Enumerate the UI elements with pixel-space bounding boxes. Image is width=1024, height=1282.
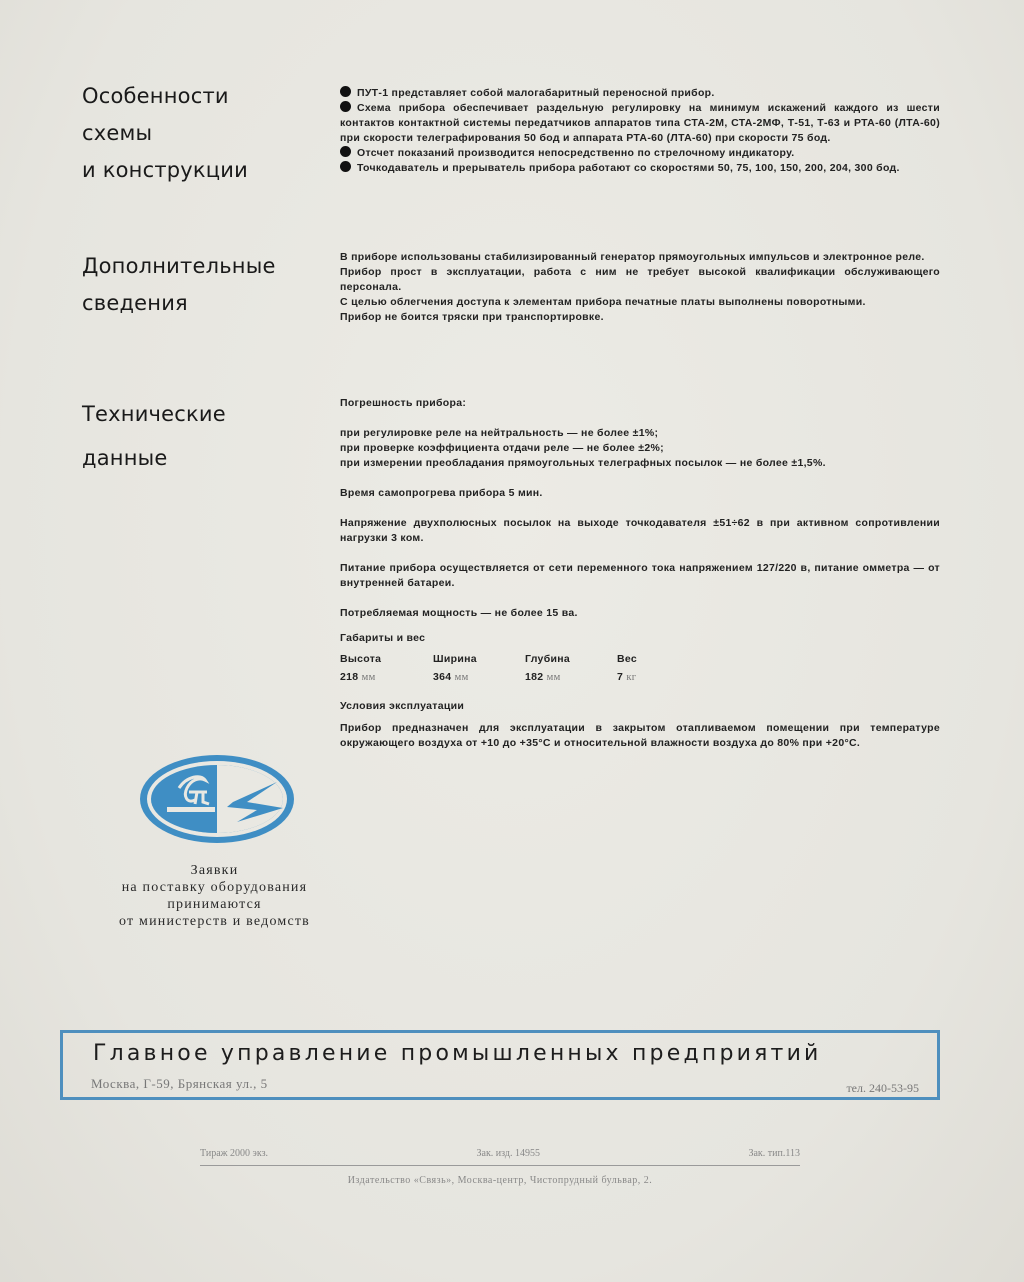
technical-data <box>340 396 940 751</box>
publisher-line: Издательство «Связь», Москва-центр, Чистопрудный бульвар, 2. <box>347 1175 653 1186</box>
dim-depth: Глубина 182 мм <box>525 653 571 683</box>
error-line: при измерении преобладания прямоугольных телеграфных посылок — не более ±1,5%. <box>340 457 826 469</box>
heading-line: схемы <box>82 121 153 145</box>
organization-banner <box>60 1030 940 1100</box>
orders-note: Заявки на поставку оборудования принимаются от министерств и ведомств <box>119 863 310 929</box>
heading-line: Технические <box>82 402 226 426</box>
output-voltage: Напряжение двухполюсных посылок на выходе точкодавателя ±51÷62 в при активном сопротивлении нагрузки 3 ком. <box>340 517 940 544</box>
dim-height: Высота 218 мм <box>340 653 382 683</box>
heading-additional <box>82 248 276 322</box>
bullet-icon <box>340 161 351 172</box>
bullet-icon <box>340 101 351 112</box>
dim-weight: Вес 7 кг <box>617 653 638 683</box>
operating-conditions: Прибор предназначен для эксплуатации в закрытом отапливаемом помещении при температуре окружающего воздуха от +10 до +35°С и относительной влажности воздуха до 80% при +20°С. <box>340 722 940 749</box>
warmup-time: Время самопрогрева прибора 5 мин. <box>340 487 543 499</box>
heading-technical <box>82 392 226 480</box>
feature-item: Точкодаватель и прерыватель прибора работают со скоростями 50, 75, 100, 150, 200, 204, 300 бод. <box>340 161 940 176</box>
heading-line: и конструкции <box>82 158 248 182</box>
dimensions-table <box>340 650 940 687</box>
conditions-title: Условия эксплуатации <box>340 700 465 712</box>
info-paragraph: С целью облегчения доступа к элементам прибора печатные платы выполнены поворотными. <box>340 296 866 308</box>
imprint <box>200 1148 800 1186</box>
info-paragraph: В приборе использованы стабилизированный генератор прямоугольных импульсов и электронное реле. <box>340 251 925 263</box>
heading-line: Дополнительные <box>82 254 276 278</box>
heading-line: сведения <box>82 291 188 315</box>
error-line: при регулировке реле на нейтральность — не более ±1%; <box>340 427 659 439</box>
feature-item: ПУТ-1 представляет собой малогабаритный переносной прибор. <box>340 86 940 101</box>
circulation: Тираж 2000 экз. <box>200 1148 269 1159</box>
features-list <box>340 86 940 176</box>
power-consumption: Потребляемая мощность — не более 15 ва. <box>340 607 578 619</box>
bullet-icon <box>340 146 351 157</box>
organization-address: Москва, Г-59, Брянская ул., 5 <box>91 1076 268 1091</box>
organization-name: Главное управление промышленных предприятий <box>93 1041 822 1066</box>
info-paragraph: Прибор прост в эксплуатации, работа с ним не требует высокой квалификации обслуживающего персонала. <box>340 266 940 293</box>
heading-features <box>82 78 248 189</box>
emblem-lightning-logo-icon <box>137 752 297 847</box>
heading-line: Особенности <box>82 84 229 108</box>
additional-info <box>340 250 940 325</box>
order-publisher: Зак. изд. 14955 <box>476 1148 541 1159</box>
error-title: Погрешность прибора: <box>340 397 467 409</box>
feature-item: Отсчет показаний производится непосредственно по стрелочному индикатору. <box>340 146 940 161</box>
order-typography: Зак. тип.113 <box>748 1148 800 1159</box>
dims-title: Габариты и вес <box>340 632 426 644</box>
error-line: при проверке коэффициента отдачи реле — не более ±2%; <box>340 442 664 454</box>
heading-line: данные <box>82 446 168 470</box>
organization-phone: тел. 240-53-95 <box>846 1081 919 1095</box>
bullet-icon <box>340 86 351 97</box>
power-supply: Питание прибора осуществляется от сети переменного тока напряжением 127/220 в, питание омметра — от внутренней батареи. <box>340 562 940 589</box>
feature-item: Схема прибора обеспечивает раздельную регулировку на минимум искажений каждого из шести контактов контактной системы передатчиков аппаратов типа СТА-2М, СТА-2МФ, Т-51, Т-63 и РТА-60 (ЛТА-60) при скорости телеграфирования 50 бод и аппарата РТА-60 (ЛТА-60) при скорости 75 бод. <box>340 102 940 144</box>
info-paragraph: Прибор не боится тряски при транспортировке. <box>340 311 604 323</box>
dim-width: Ширина 364 мм <box>433 653 477 683</box>
